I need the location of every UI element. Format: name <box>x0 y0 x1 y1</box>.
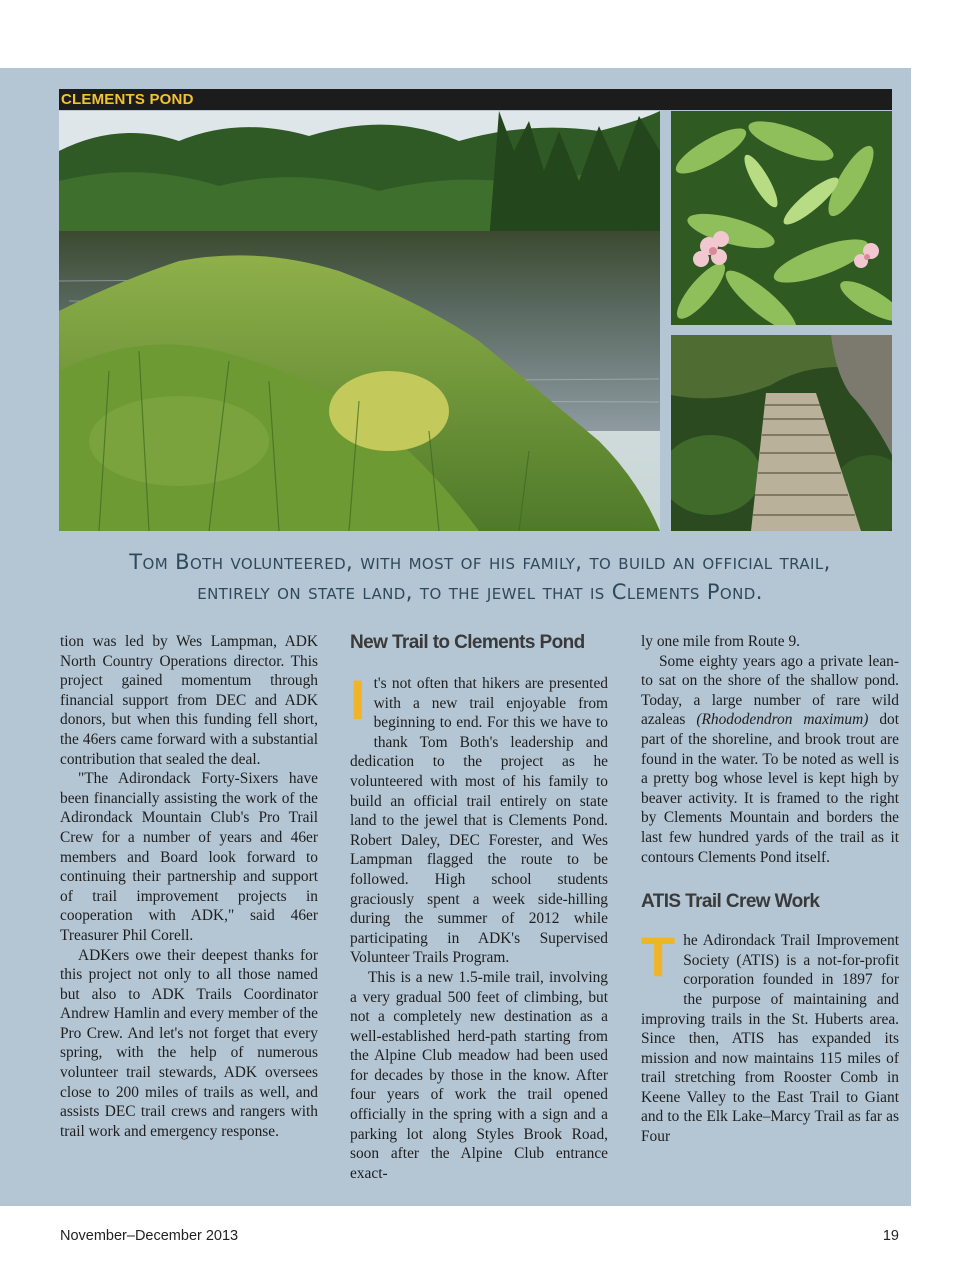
footer-page-number: 19 <box>882 1228 899 1244</box>
col3-paragraph-3 <box>641 925 899 1147</box>
caption-line-2: entirely on state land, to the jewel that is Clements Pond. <box>197 580 763 604</box>
col1-paragraph-1: tion was led by Wes Lampman, ADK North Country Operations director. This project gained momentum through financial support from DEC and ADK donors, but when this funding fell short, the 46ers came forward with a substantial contribution that sealed the deal. <box>60 633 318 768</box>
dropcap-i: I <box>350 668 366 731</box>
article-column-2 <box>350 632 608 1183</box>
col3-paragraph-2 <box>641 652 899 868</box>
col3-paragraph-1: ly one mile from Route 9. <box>641 633 801 650</box>
col1-paragraph-2: "The Adirondack Forty-Sixers have been financially assisting the work of the Adirondack Mountain Club's Pro Trail Crew for a number of years and 46er members and Board look forward to continuing their partnership and support of trail improvement projects in cooperation with ADK," said 46er Treasurer Phil Corell. <box>60 770 318 944</box>
azalea-photo <box>671 111 892 325</box>
caption-line-1: Tom Both volunteered, with most of his family, to build an official trail, <box>129 550 831 574</box>
col3-paragraph-3-text: he Adirondack Trail Improvement Society (ATIS) is a not-for-profit corporation founded in 1897 for the purpose of maintaining and improving trails in the St. Huberts area. Since then, ATIS has expanded its mission and now maintains 115 miles of trail stretching from Rooster Comb in Keene Valley to the East Trail to Giant and to the Elk Lake–Marcy Trail as far as Four <box>641 932 899 1146</box>
col2-paragraph-1-text: t's not often that hikers are presented with a new trail enjoyable from beginning to end. For this we have to thank Tom Both's leadership and dedication to the project as he volunteered with most of his family to build an official trail entirely on state land to the jewel that is Clements Pond. Robert Daley, DEC Forester, and Wes Lampman flagged the route to be followed. High school students graciously spent a week side-hilling during the summer of 2012 while participating in ADK's Supervised Volunteer Trails Program. <box>350 675 608 967</box>
col3-paragraph-2-text-a: Some eighty years ago a private lean-to sat on the shore of the shallow pond. Today, a large number of rare wild azaleas <box>641 652 899 729</box>
dropcap-t: T <box>641 925 676 989</box>
heading-atis: ATIS Trail Crew Work <box>641 891 820 913</box>
species-name: (Rhododendron maximum) <box>696 711 869 729</box>
col3-paragraph-2-text-c: dot part of the shoreline, and brook trout are found in the water. To be noted as well is a pretty bog whose level is kept high by beaver activity. It is framed to the right by Clements Mountain and borders the last few hundred yards of the trail as it contours Clements Pond itself. <box>641 711 899 866</box>
pond-photo <box>59 111 660 531</box>
article-column-1 <box>60 632 318 1141</box>
banner-title: CLEMENTS POND <box>61 91 194 108</box>
footer-issue: November–December 2013 <box>60 1228 239 1244</box>
heading-new-trail: New Trail to Clements Pond <box>350 632 585 653</box>
col2-paragraph-2: This is a new 1.5-mile trail, involving a very gradual 500 feet of climbing, but not a completely new destination as a well-established herd-path starting from the Alpine Club meadow had been used for decades by those in the know. After four years of work the trail opened officially in the spring with a sign and a parking lot along Styles Brook Road, soon after the Alpine Club entrance exact- <box>350 968 608 1182</box>
photo-caption <box>40 547 920 607</box>
col2-paragraph-1 <box>350 668 608 968</box>
col1-paragraph-3: ADKers owe their deepest thanks for this project not only to all those named but also to ADK Trails Coordinator Andrew Hamlin and every member of the Pro Crew. And let's not forget that every spring, with the help of numerous volunteer trail stewards, ADK oversees close to 200 miles of trails as well, and assists DEC trail crews and rangers with trail work and emergency response. <box>60 946 318 1140</box>
section-banner <box>59 89 892 110</box>
boardwalk-photo <box>671 335 892 531</box>
article-column-3 <box>641 632 899 1147</box>
